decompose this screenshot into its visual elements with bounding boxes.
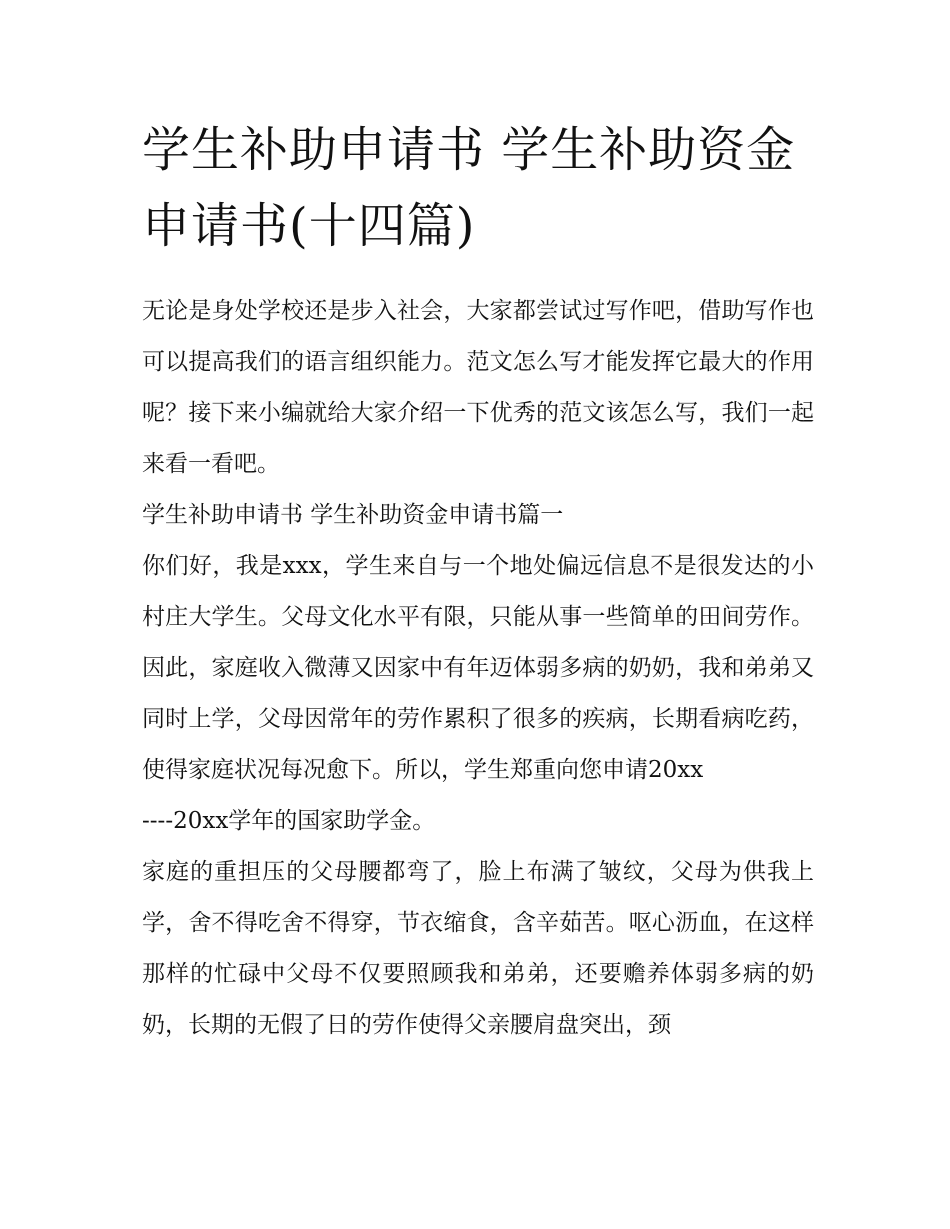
section-heading: 学生补助申请书 学生补助资金申请书篇一 — [142, 502, 564, 528]
body-paragraph: 你们好，我是xxx，学生来自与一个地处偏远信息不是很发达的小村庄大学生。父母文化水平有限，只能从事一些简单的田间劳作。因此，家庭收入微薄又因家中有年迈体弱多病的奶奶，我和弟弟又同时上学，父母因常年的劳作累积了很多的疾病，长期看病吃药，使得家庭状况每况愈下。所以，学生郑重向您申请20xx — [142, 553, 814, 783]
intro-paragraph: 无论是身处学校还是步入社会，大家都尝试过写作吧，借助写作也可以提高我们的语言组织能力。范文怎么写才能发挥它最大的作用呢？接下来小编就给大家介绍一下优秀的范文该怎么写，我们一起来看一看吧。 — [142, 298, 814, 477]
document-title: 学生补助申请书 学生补助资金申请书(十四篇) — [142, 122, 796, 254]
document-body — [142, 286, 814, 1051]
document-page — [142, 112, 814, 1051]
body-paragraph: 家庭的重担压的父母腰都弯了，脸上布满了皱纹，父母为供我上学，舍不得吃舍不得穿，节衣缩食，含辛茹苦。呕心沥血，在这样那样的忙碌中父母不仅要照顾我和弟弟，还要赡养体弱多病的奶奶，长期的无假了日的劳作使得父亲腰肩盘突出，颈 — [142, 859, 814, 1038]
body-paragraph: ----20xx学年的国家助学金。 — [142, 808, 436, 834]
